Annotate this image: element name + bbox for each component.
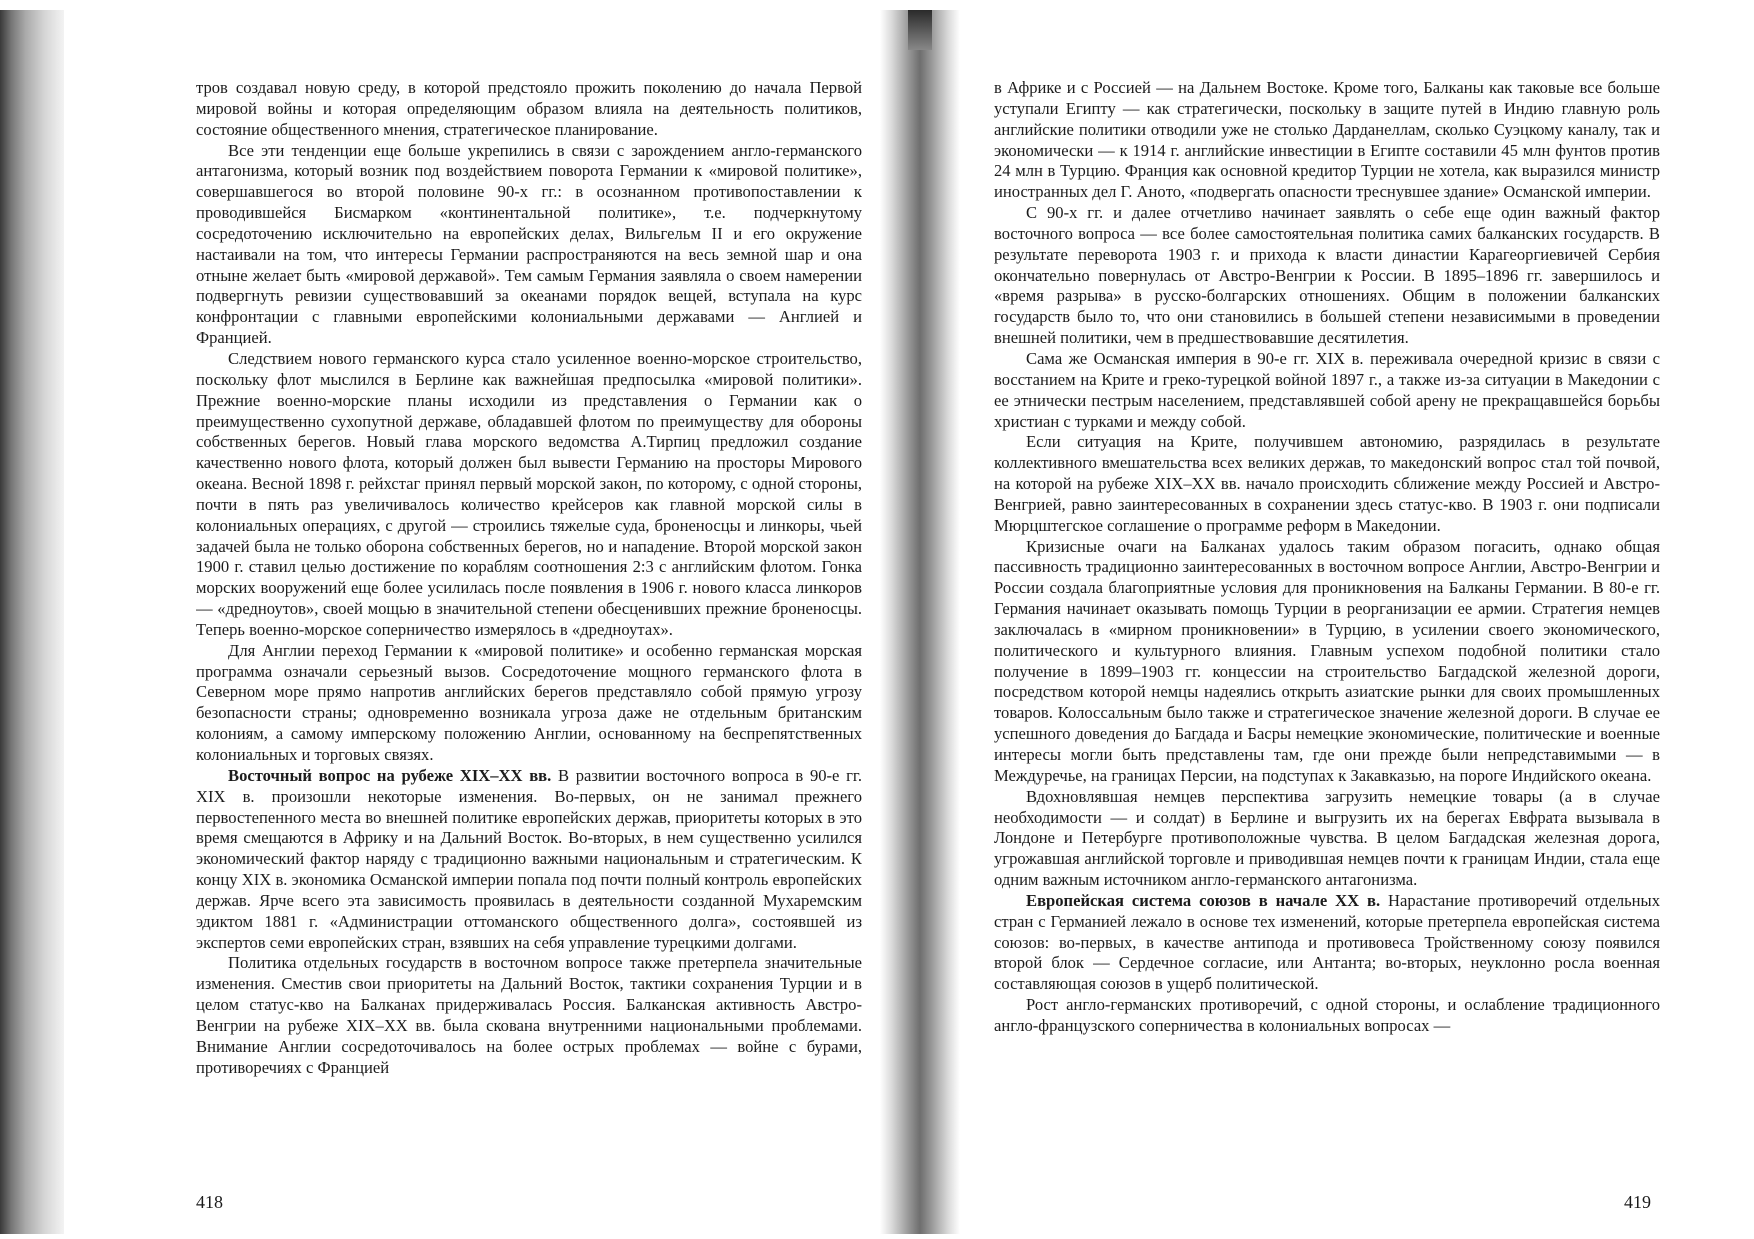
section-heading: Европейская система союзов в начале XX в.: [1026, 890, 1381, 910]
right-page: [994, 78, 1660, 1172]
paragraph-text: тров создавал новую среду, в которой предстояло прожить поколению до начала Первой мировой войны и которая определяющим образом влияла на деятельность политиков, состояние общественного мнения, стратегическое планирование.: [196, 78, 862, 139]
paragraph: [994, 995, 1660, 1037]
section-heading: Восточный вопрос на рубеже XIX–XX вв.: [228, 765, 552, 785]
left-page: [196, 78, 862, 1172]
paragraph: [994, 203, 1660, 349]
paragraph-text: Рост англо-германских противоречий, с одной стороны, и ослабление традиционного англо-французского соперничества в колониальных вопросах —: [994, 995, 1660, 1035]
book-gutter-shadow: [880, 10, 960, 1234]
paragraph-text: Сама же Османская империя в 90-е гг. XIX в. переживала очередной кризис в связи с восстанием на Крите и греко-турецкой войной 1897 г., а также из-за ситуации в Македонии с ее этнически пестрым населением, представлявшей собой арену не прекращавшейся борьбы христиан с турками и между собой.: [994, 348, 1660, 431]
paragraph-text: Вдохновлявшая немцев перспектива загрузить немецкие товары (а в случае необходимости — и солдат) в Берлине и выгрузить их на берегах Евфрата вызывала в Лондоне и Петербурге противоположные чувства. В целом Багдадская железная дорога, угрожавшая английской торговле и приводившая немцев почти к границам Индии, стала еще одним важным источником англо-германского антагонизма.: [994, 786, 1660, 890]
paragraph-text: С 90-х гг. и далее отчетливо начинает заявлять о себе еще один важный фактор восточного вопроса — все более самостоятельная политика самих балканских государств. В результате переворота 1903 г. и прихода к власти династии Карагеоргиевичей Сербия окончательно повернулась от Австро-Венгрии к России. В 1895–1896 гг. завершилось и «время разрыва» в русско-болгарских отношениях. Общим в положении балканских государств было то, что они становились в большей степени независимыми в проведении внешней политики, чем в предшествовавшие десятилетия.: [994, 203, 1660, 348]
paragraph-text: Кризисные очаги на Балканах удалось таким образом погасить, однако общая пассивность традиционно заинтересованных в восточном вопросе Англии, Австро-Венгрии и России создала благоприятные условия для проникновения на Балканы Германии. В 80-е гг. Германия начинает оказывать помощь Турции в реорганизации ее армии. Стратегия немцев заключалась в «мирном проникновении» в Турцию, в усилении своего экономического, политического и культурного влияния. Главным успехом подобной политики стало получение в 1899–1903 гг. концессии на строительство Багдадской железной дороги, посредством которой немцы надеялись открыть азиатские рынки для своих промышленных товаров. Колоссальным было также и стратегическое значение железной дороги. В случае ее успешного доведения до Багдада и Басры немецкие экономические, политические и военные интересы могли быть представлены там, где они прежде были непредставимыми — в Междуречье, на границах Персии, на подступах к Закавказью, на пороге Индийского океана.: [994, 536, 1660, 785]
page-number-right: 419: [1624, 1192, 1651, 1212]
paragraph: [196, 141, 862, 349]
paragraph-text: Политика отдельных государств в восточном вопросе также претерпела значительные изменения. Сместив свои приоритеты на Дальний Восток, тактики сохранения Турции и в целом статус-кво на Балканах придерживалась Россия. Балканская активность Австро-Венгрии на рубеже XIX–XX вв. была скована внутренними национальными проблемами. Внимание Англии сосредоточивалось на более острых проблемах — войне с бурами, противоречиях с Францией: [196, 953, 862, 1077]
paragraph-text: В развитии восточного вопроса в 90-е гг. XIX в. произошли некоторые изменения. Во-первых, он не занимал прежнего первостепенного места во внешней политике европейских держав, приоритеты которых в это время смещаются в Африку и на Дальний Восток. Во-вторых, в нем существенно усилился экономический фактор наряду с традиционно важными национальным и стратегическим. К концу XIX в. экономика Османской империи попала под почти полный контроль европейских держав. Ярче всего эта зависимость проявилась в деятельности созданной Мухаремским эдиктом 1881 г. «Администрации оттоманского общественного долга», состоявшей из экспертов семи европейских стран, взявших на себя управление турецкими долгами.: [196, 765, 862, 952]
paragraph: [994, 787, 1660, 891]
left-page-body: [196, 78, 862, 1172]
paragraph-text: Нарастание противоречий отдельных стран с Германией лежало в основе тех изменений, которые претерпела европейская система союзов: во-первых, в качестве антипода и противовеса Тройственному союзу появился второй блок — Сердечное согласие, или Антанта; во-вторых, неуклонно росла военная составляющая союзов в ущерб политической.: [994, 890, 1660, 994]
paragraph: [196, 78, 862, 141]
gutter-top-mark: [908, 10, 932, 50]
paragraph: [196, 641, 862, 766]
page-number-left: 418: [196, 1192, 223, 1212]
right-page-body: [994, 78, 1660, 1172]
paragraph: [196, 953, 862, 1078]
paragraph-text: Следствием нового германского курса стало усиленное военно-морское строительство, поскольку флот мыслился в Берлине как важнейшая предпосылка «мировой политики». Прежние военно-морские планы исходили из представления о Германии как о преимущественно сухопутной державе, обладавшей флотом по преимуществу для обороны собственных берегов. Новый глава морского ведомства А.Тирпиц предложил создание качественно нового флота, который должен был вывести Германию на просторы Мирового океана. Весной 1898 г. рейхстаг принял первый морской закон, по которому, с одной стороны, почти в пять раз увеличивалось количество крейсеров как главной морской силы в колониальных операциях, с другой — строились тяжелые суда, броненосцы и линкоры, чьей задачей была не только оборона собственных берегов, но и нападение. Второй морской закон 1900 г. ставил целью достижение по кораблям соотношения 2:3 с английским флотом. Гонка морских вооружений еще более усилилась после появления в 1906 г. нового класса линкоров — «дредноутов», своей мощью в значительной степени обесценивших прежние броненосцы. Теперь военно-морское соперничество измерялось в «дредноутах».: [196, 348, 862, 639]
paragraph: [994, 432, 1660, 536]
paragraph: [196, 349, 862, 641]
paragraph: [994, 537, 1660, 787]
paragraph-text: Все эти тенденции еще больше укрепились в связи с зарождением англо-германского антагонизма, который возник под воздействием поворота Германии к «мировой политике», совершавшегося во второй половине 90-х гг.: в осознанном противопоставлении к проводившейся Бисмарком «континентальной политике», т.е. подчеркнутому сосредоточению исключительно на европейских делах, Вильгельм II и его окружение настаивали на том, что интересы Германии распространяются на весь земной шар и она отныне желает быть «мировой державой». Тем самым Германия заявляла о своем намерении подвергнуть ревизии существовавший за океанами порядок вещей, вступала на курс конфронтации с главными европейскими колониальными державами — Англией и Францией.: [196, 140, 862, 348]
paragraph-text: в Африке и с Россией — на Дальнем Востоке. Кроме того, Балканы как таковые все больше уступали Египту — как стратегически, поскольку в защите путей в Индию главную роль английские политики отводили уже не столько Дарданеллам, сколько Суэцкому каналу, так и экономически — к 1914 г. английские инвестиции в Египте составили 45 млн фунтов против 24 млн в Турцию. Франция как основной кредитор Турции не хотела, как выразился министр иностранных дел Г. Анoто, «подвергать опасности треснувшее здание» Османской империи.: [994, 78, 1660, 202]
paragraph: [994, 78, 1660, 203]
paragraph: [994, 891, 1660, 995]
book-edge-shadow: [0, 10, 64, 1234]
paragraph-text: Если ситуация на Крите, получившем автономию, разрядилась в результате коллективного вмешательства всех великих держав, то македонский вопрос стал той почвой, на которой на рубеже XIX–XX вв. начало происходить сближение между Россией и Австро-Венгрией, равно заинтересованных в сохранении здесь статус-кво. В 1903 г. они подписали Мюрцштегское соглашение о программе реформ в Македонии.: [994, 432, 1660, 535]
paragraph: [196, 766, 862, 954]
paragraph: [994, 349, 1660, 432]
paragraph-text: Для Англии переход Германии к «мировой политике» и особенно германская морская программа означали серьезный вызов. Сосредоточение мощного германского флота в Северном море прямо напротив английских берегов представляло собой прямую угрозу безопасности страны; одновременно возникала угроза даже не отдельным британским колониям, а самому имперскому положению Англии, основанному на беспрепятственных колониальных и торговых связях.: [196, 640, 862, 764]
